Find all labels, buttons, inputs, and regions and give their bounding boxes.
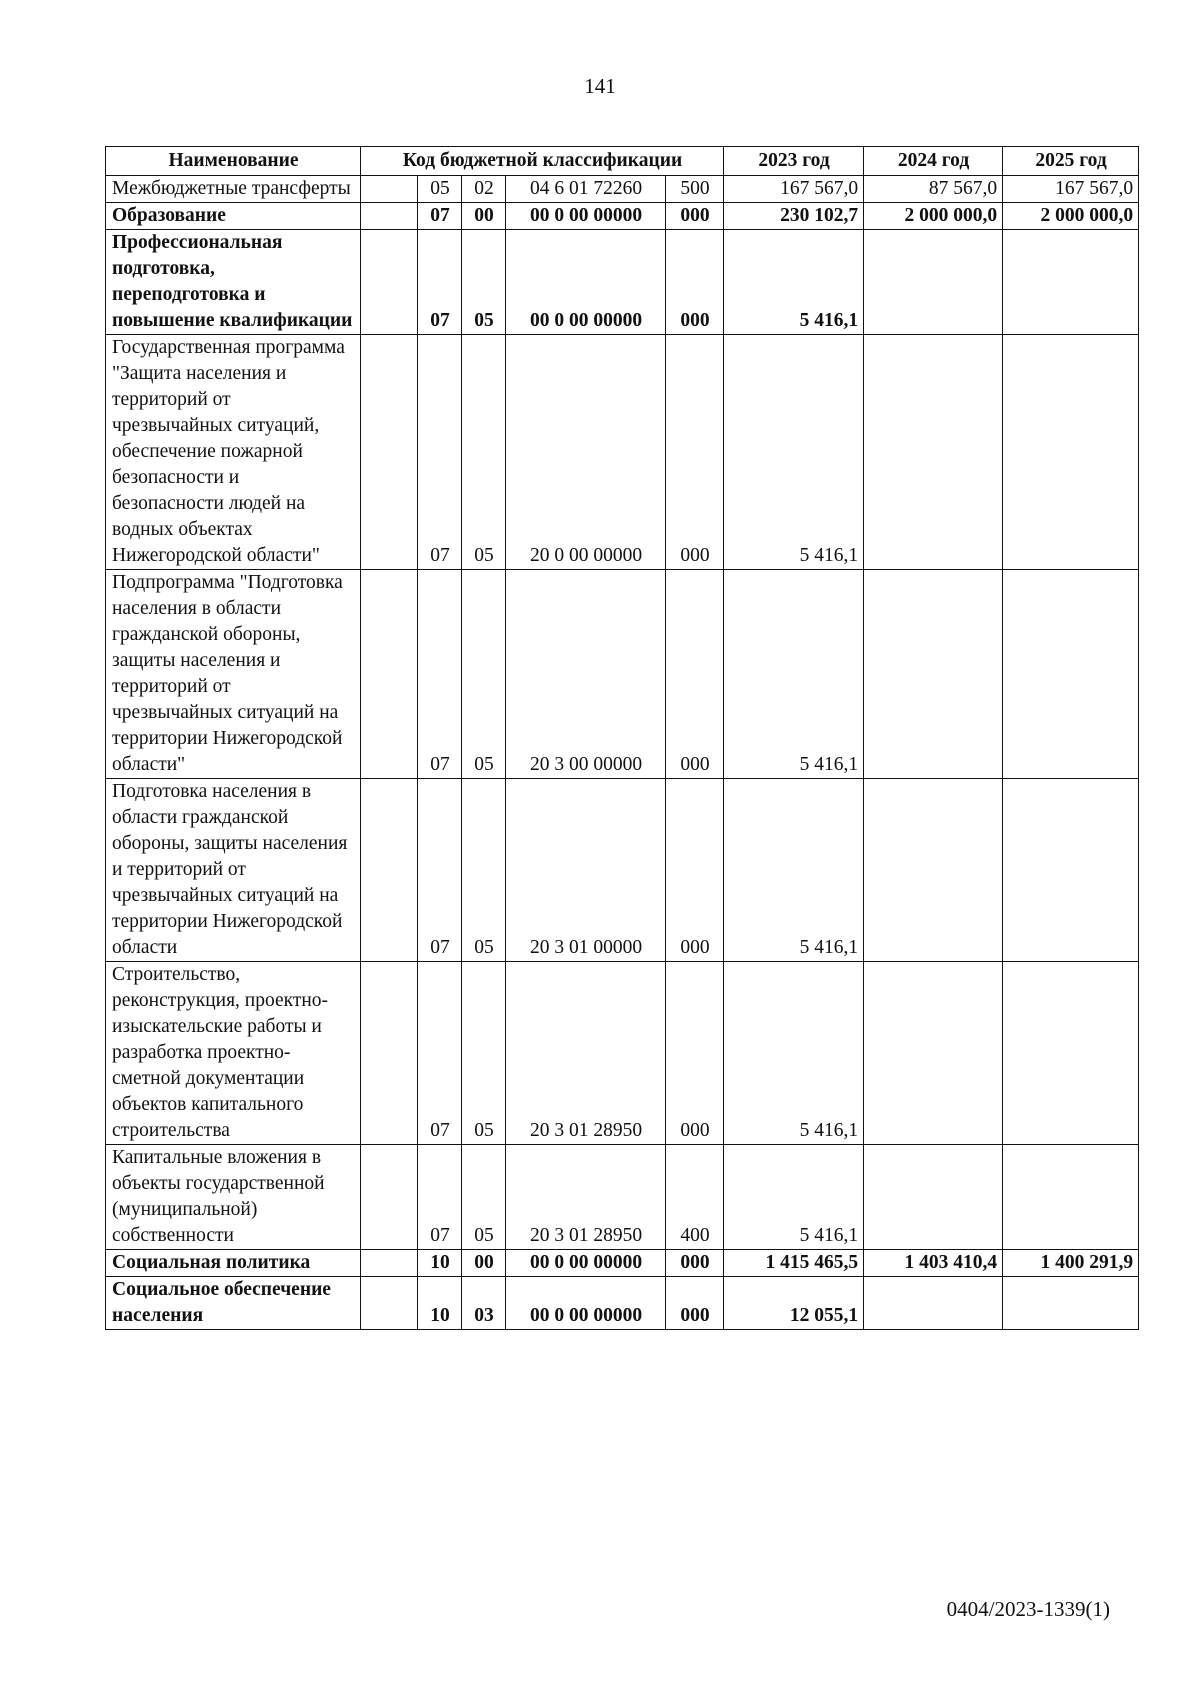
row-code-section: 07 [418,570,462,779]
row-name: Строительство, реконструкция, проектно-изыскательские работы и разработка проектно-сметной документации объектов капитального строительства [106,962,361,1145]
row-name: Профессиональная подготовка, переподготовка и повышение квалификации [106,230,361,335]
row-value-2024: 1 403 410,4 [864,1250,1003,1277]
table-row [106,176,1139,203]
row-code-target: 20 0 00 00000 [506,335,666,570]
row-code-expense-type: 000 [666,203,724,230]
row-value-2024: 87 567,0 [864,176,1003,203]
row-code-subsection: 03 [462,1277,506,1330]
row-spacer [361,962,418,1145]
row-spacer [361,779,418,962]
row-value-2025: 1 400 291,9 [1003,1250,1139,1277]
row-value-2024 [864,1277,1003,1330]
row-code-subsection: 05 [462,962,506,1145]
header-name: Наименование [106,147,361,176]
row-name: Государственная программа "Защита населения и территорий от чрезвычайных ситуаций, обеспечение пожарной безопасности и безопасности людей на водных объектах Нижегородской области" [106,335,361,570]
table-row [106,779,1139,962]
row-code-expense-type: 000 [666,962,724,1145]
row-name: Капитальные вложения в объекты государственной (муниципальной) собственности [106,1145,361,1250]
row-code-expense-type: 000 [666,230,724,335]
budget-table [105,146,1139,1330]
header-2025: 2025 год [1003,147,1139,176]
row-code-target: 00 0 00 00000 [506,230,666,335]
document-code: 0404/2023-1339(1) [946,1597,1110,1621]
header-2023: 2023 год [724,147,864,176]
row-code-section: 07 [418,1145,462,1250]
row-code-subsection: 05 [462,779,506,962]
table-row [106,230,1139,335]
row-value-2025 [1003,962,1139,1145]
row-value-2025 [1003,230,1139,335]
row-name: Подпрограмма "Подготовка населения в области гражданской обороны, защиты населения и территорий от чрезвычайных ситуаций на территории Нижегородской области" [106,570,361,779]
row-code-section: 10 [418,1277,462,1330]
row-value-2024 [864,779,1003,962]
row-value-2025: 167 567,0 [1003,176,1139,203]
row-code-subsection: 05 [462,335,506,570]
row-code-subsection: 00 [462,1250,506,1277]
row-code-target: 04 6 01 72260 [506,176,666,203]
row-spacer [361,1250,418,1277]
row-value-2023: 5 416,1 [724,335,864,570]
row-spacer [361,335,418,570]
row-code-section: 07 [418,203,462,230]
table-body [106,176,1139,1330]
row-code-expense-type: 000 [666,570,724,779]
row-code-expense-type: 000 [666,779,724,962]
row-value-2023: 1 415 465,5 [724,1250,864,1277]
table-row [106,1277,1139,1330]
row-value-2025 [1003,570,1139,779]
row-code-target: 20 3 01 28950 [506,1145,666,1250]
row-code-subsection: 05 [462,570,506,779]
row-name: Социальное обеспечение населения [106,1277,361,1330]
row-value-2023: 5 416,1 [724,230,864,335]
row-code-expense-type: 000 [666,1250,724,1277]
row-value-2023: 5 416,1 [724,779,864,962]
row-code-target: 20 3 01 00000 [506,779,666,962]
row-value-2025: 2 000 000,0 [1003,203,1139,230]
table-row [106,1250,1139,1277]
row-value-2024: 2 000 000,0 [864,203,1003,230]
row-code-subsection: 05 [462,230,506,335]
row-code-expense-type: 500 [666,176,724,203]
row-value-2025 [1003,779,1139,962]
row-value-2025 [1003,335,1139,570]
row-code-section: 07 [418,779,462,962]
row-code-subsection: 00 [462,203,506,230]
row-code-expense-type: 000 [666,1277,724,1330]
page-number: 141 [584,74,616,98]
row-code-expense-type: 000 [666,335,724,570]
row-code-section: 07 [418,335,462,570]
row-value-2023: 5 416,1 [724,1145,864,1250]
row-spacer [361,1277,418,1330]
row-value-2023: 5 416,1 [724,962,864,1145]
row-spacer [361,203,418,230]
table-row [106,203,1139,230]
row-spacer [361,230,418,335]
row-value-2025 [1003,1145,1139,1250]
table-row [106,1145,1139,1250]
row-name: Социальная политика [106,1250,361,1277]
row-value-2023: 12 055,1 [724,1277,864,1330]
table-row [106,570,1139,779]
table-row [106,335,1139,570]
header-code: Код бюджетной классификации [361,147,724,176]
row-code-target: 00 0 00 00000 [506,203,666,230]
row-code-target: 00 0 00 00000 [506,1250,666,1277]
table-row [106,962,1139,1145]
row-value-2024 [864,962,1003,1145]
row-spacer [361,176,418,203]
row-name: Межбюджетные трансферты [106,176,361,203]
row-value-2024 [864,570,1003,779]
row-spacer [361,1145,418,1250]
row-code-section: 10 [418,1250,462,1277]
row-code-section: 05 [418,176,462,203]
row-code-target: 00 0 00 00000 [506,1277,666,1330]
row-code-target: 20 3 01 28950 [506,962,666,1145]
row-code-expense-type: 400 [666,1145,724,1250]
row-value-2023: 230 102,7 [724,203,864,230]
row-value-2025 [1003,1277,1139,1330]
row-value-2023: 167 567,0 [724,176,864,203]
row-code-section: 07 [418,962,462,1145]
row-value-2024 [864,335,1003,570]
header-2024: 2024 год [864,147,1003,176]
row-code-subsection: 02 [462,176,506,203]
row-name: Подготовка населения в области гражданской обороны, защиты населения и территорий от чрезвычайных ситуаций на территории Нижегородской области [106,779,361,962]
row-code-subsection: 05 [462,1145,506,1250]
table-header-row [106,147,1139,176]
row-name: Образование [106,203,361,230]
row-code-section: 07 [418,230,462,335]
row-value-2024 [864,230,1003,335]
row-spacer [361,570,418,779]
row-value-2024 [864,1145,1003,1250]
row-value-2023: 5 416,1 [724,570,864,779]
row-code-target: 20 3 00 00000 [506,570,666,779]
